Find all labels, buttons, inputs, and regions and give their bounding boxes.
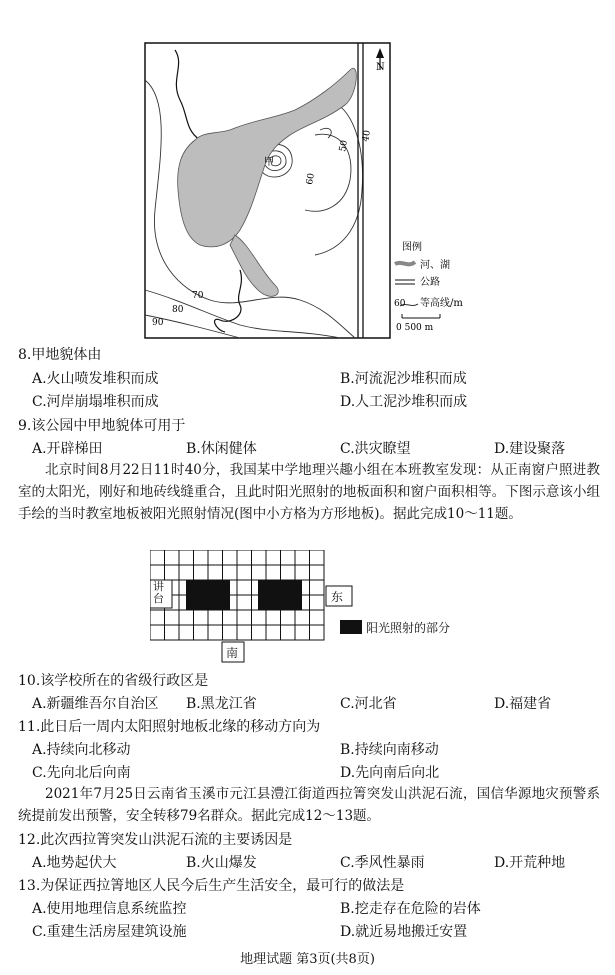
q10-option-a[interactable]: A.新疆维吾尔自治区	[32, 696, 159, 712]
legend-water: 河、湖	[420, 260, 450, 271]
passage-landslide: 2021年7月25日云南省玉溪市元江县澧江街道西拉箐突发山洪泥石流，国信华源地灾预警系统提前发出预警，安全转移79名群众。据此完成12～13题。	[18, 786, 600, 824]
floor-figure	[150, 550, 480, 665]
scale-label: 0 500 m	[396, 323, 434, 333]
q12-stem: 12.此次西拉箐突发山洪泥石流的主要诱因是	[18, 832, 293, 848]
sunlit-patch-left	[186, 580, 230, 610]
river	[175, 50, 200, 140]
contour-label: 40	[361, 129, 373, 143]
q9-option-a[interactable]: A.开辟梯田	[32, 441, 103, 457]
legend-contour: 等高线/m	[420, 298, 463, 309]
jia-label: 甲	[264, 157, 274, 168]
q11-option-a[interactable]: A.持续向北移动	[32, 742, 131, 758]
legend-sunlit-swatch	[340, 620, 362, 634]
q12-option-c[interactable]: C.季风性暴雨	[340, 855, 425, 871]
contour-label: 70	[192, 291, 204, 301]
q13-option-a[interactable]: A.使用地理信息系统监控	[32, 901, 187, 917]
q8-option-c[interactable]: C.河岸崩塌堆积而成	[32, 394, 159, 410]
q8-stem: 8.甲地貌体由	[18, 347, 102, 363]
topographic-map	[140, 40, 475, 340]
q13-option-d[interactable]: D.就近易地搬迁安置	[340, 924, 468, 940]
q13-option-b[interactable]: B.挖走存在危险的岩体	[340, 901, 481, 917]
q12-option-a[interactable]: A.地势起伏大	[32, 855, 117, 871]
podium-label: 讲台	[153, 580, 164, 605]
q9-option-c[interactable]: C.洪灾瞭望	[340, 441, 411, 457]
q11-option-d[interactable]: D.先向南后向北	[340, 765, 440, 781]
contour-label: 90	[152, 318, 164, 328]
legend-water-swatch	[395, 262, 415, 264]
passage-sunlight: 北京时间8月22日11时40分，我国某中学地理兴趣小组在本班教室发现：从正南窗户照进教室的太阳光，刚好和地砖线缝重合，且此时阳光照射的地板面积和窗户面积相等。下图示意该小组手绘的当时教室地板被阳光照射情况(图中小方格为方形地板)。据此完成10～11题。	[18, 462, 600, 522]
sunlit-patch-right	[258, 580, 302, 610]
q11-option-c[interactable]: C.先向北后向南	[32, 765, 131, 781]
page-footer: 地理试题 第3页(共8页)	[240, 952, 375, 967]
q12-option-b[interactable]: B.火山爆发	[186, 855, 257, 871]
q10-option-d[interactable]: D.福建省	[494, 696, 552, 712]
q11-stem: 11.此日后一周内太阳照射地板北缘的移动方向为	[18, 719, 321, 735]
q10-stem: 10.该学校所在的省级行政区是	[18, 673, 209, 689]
q9-option-d[interactable]: D.建设聚落	[494, 441, 566, 457]
q8-option-b[interactable]: B.河流泥沙堆积而成	[340, 371, 467, 387]
contour-label: 80	[172, 305, 184, 315]
q9-stem: 9.该公园中甲地貌体可用于	[18, 418, 186, 434]
legend-contour-value: 60	[394, 299, 406, 309]
q13-stem: 13.为保证西拉箐地区人民今后生产生活安全，最可行的做法是	[18, 878, 405, 894]
q8-option-d[interactable]: D.人工泥沙堆积而成	[340, 394, 468, 410]
contour-label: 60	[305, 172, 317, 186]
contour-lines	[145, 80, 363, 338]
contour-label: 50	[338, 139, 350, 153]
q9-option-b[interactable]: B.休闲健体	[186, 441, 257, 457]
q12-option-d[interactable]: D.开荒种地	[494, 855, 566, 871]
river-lower	[215, 270, 242, 332]
q13-option-c[interactable]: C.重建生活房屋建筑设施	[32, 924, 187, 940]
q11-option-b[interactable]: B.持续向南移动	[340, 742, 439, 758]
floor-legend: 阳光照射的部分	[366, 621, 451, 635]
q10-option-b[interactable]: B.黑龙江省	[186, 696, 257, 712]
q8-option-a[interactable]: A.火山喷发堆积而成	[32, 371, 159, 387]
south-label: 南	[226, 646, 239, 660]
floor-grid	[150, 550, 480, 665]
north-label: N	[376, 62, 385, 73]
q10-option-c[interactable]: C.河北省	[340, 696, 397, 712]
legend-road: 公路	[420, 277, 440, 288]
east-label: 东	[331, 590, 344, 604]
legend-title: 图例	[402, 242, 422, 253]
lake-arm	[230, 235, 278, 296]
